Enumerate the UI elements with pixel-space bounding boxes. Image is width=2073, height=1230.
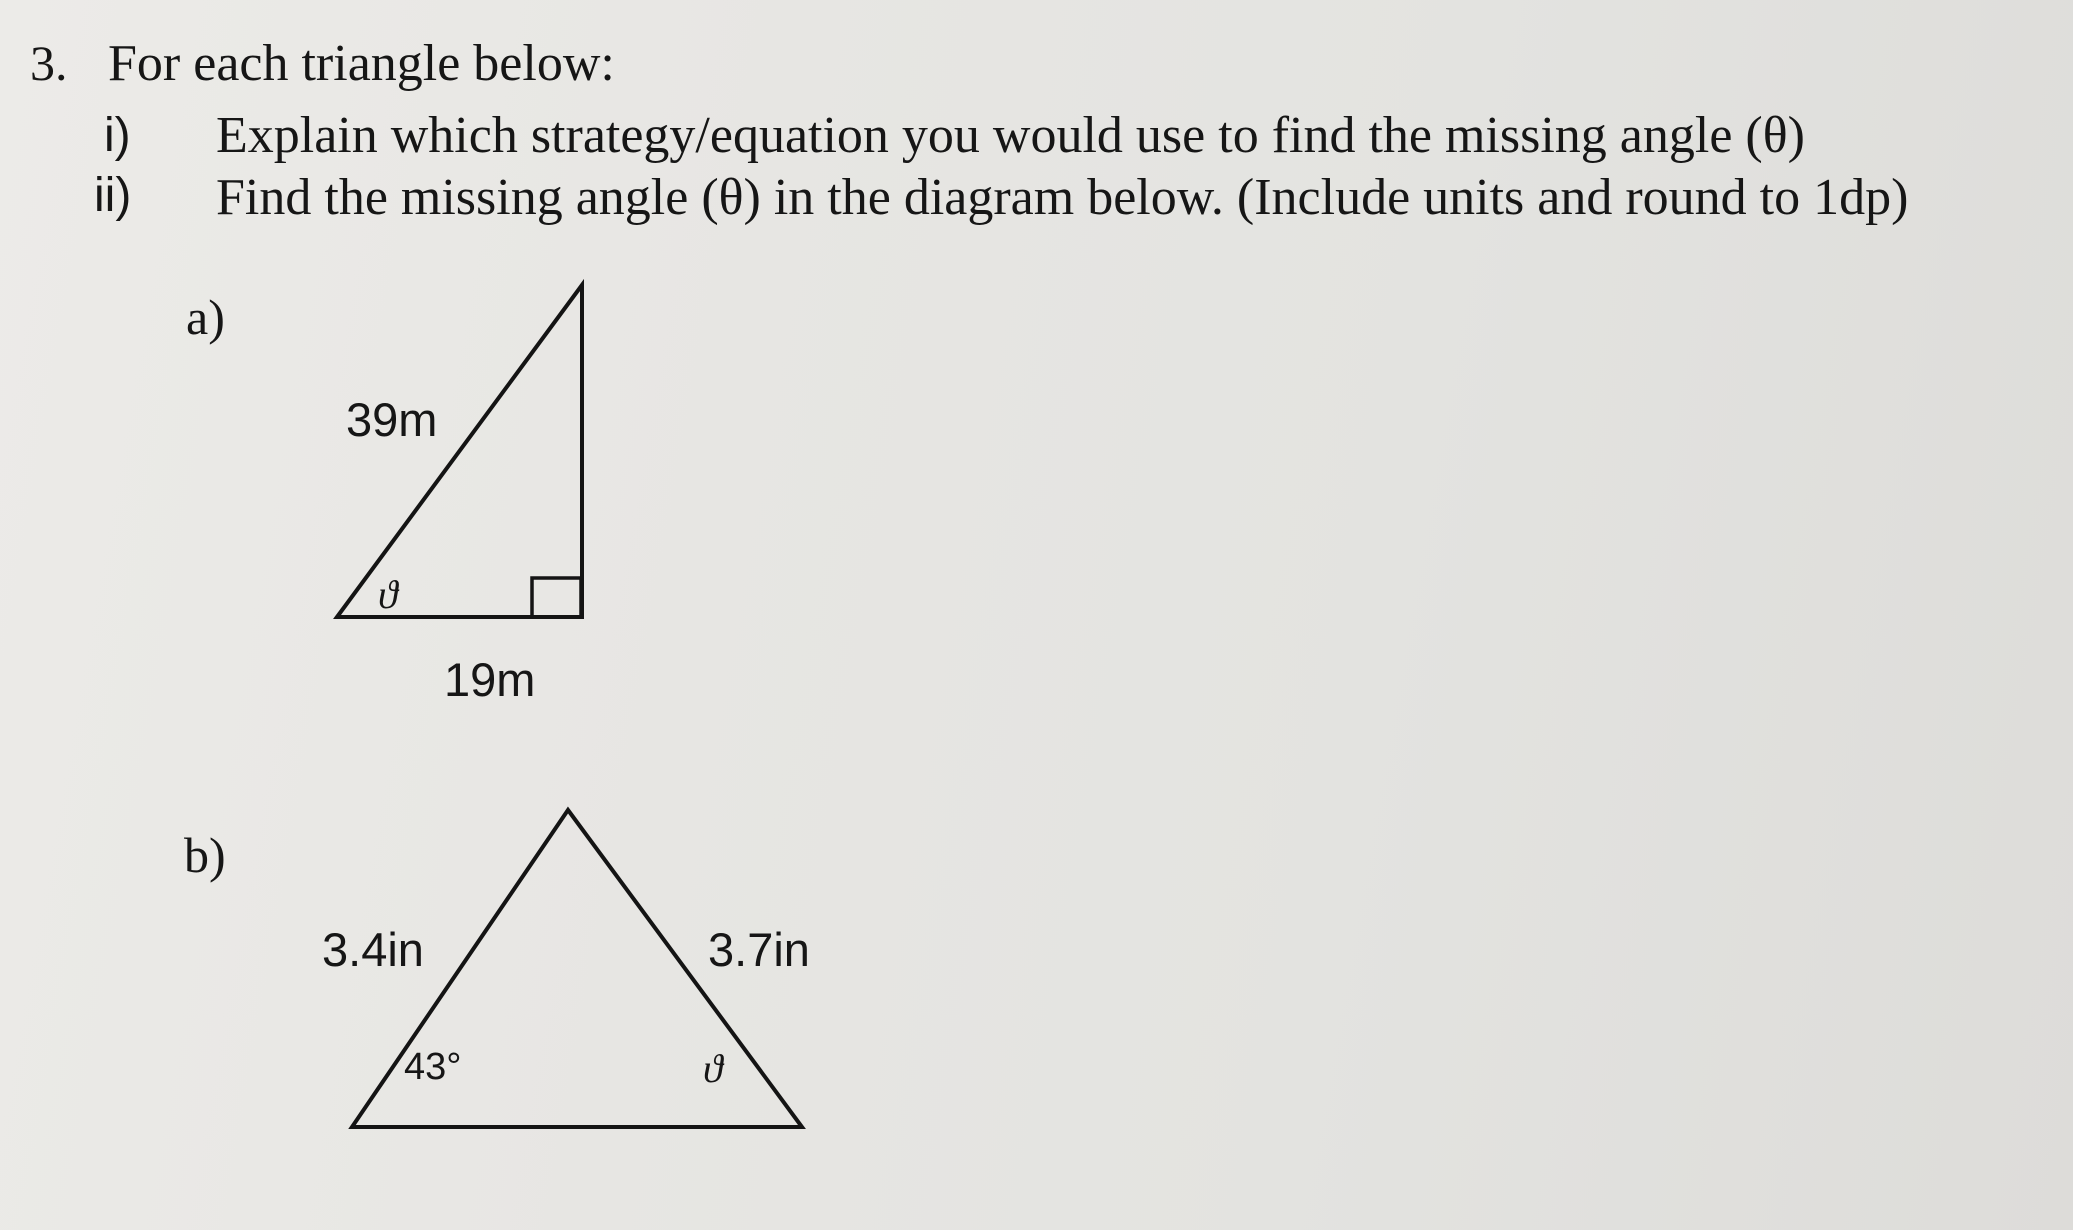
question-title: For each triangle below: <box>108 35 615 92</box>
item-text-find-angle: Find the missing angle (θ) in the diagram below. (Include units and round to 1dp) <box>216 169 1909 226</box>
theta-symbol-b: ϑ <box>703 1046 723 1091</box>
theta-symbol-a: ϑ <box>378 572 398 617</box>
item-marker-ii: ii) <box>94 169 132 222</box>
item-text-explain-strategy: Explain which strategy/equation you would use to find the missing angle (θ) <box>216 107 1805 164</box>
question-number: 3. <box>30 35 68 91</box>
right-side-label-b: 3.7in <box>708 923 810 976</box>
base-label-a: 19m <box>444 653 536 706</box>
left-side-label-b: 3.4in <box>322 923 424 976</box>
part-a-label: a) <box>186 289 225 345</box>
hypotenuse-label-a: 39m <box>346 393 438 446</box>
item-marker-i: i) <box>104 109 131 162</box>
known-angle-label-b: 43° <box>404 1046 462 1088</box>
part-b-label: b) <box>184 827 226 883</box>
